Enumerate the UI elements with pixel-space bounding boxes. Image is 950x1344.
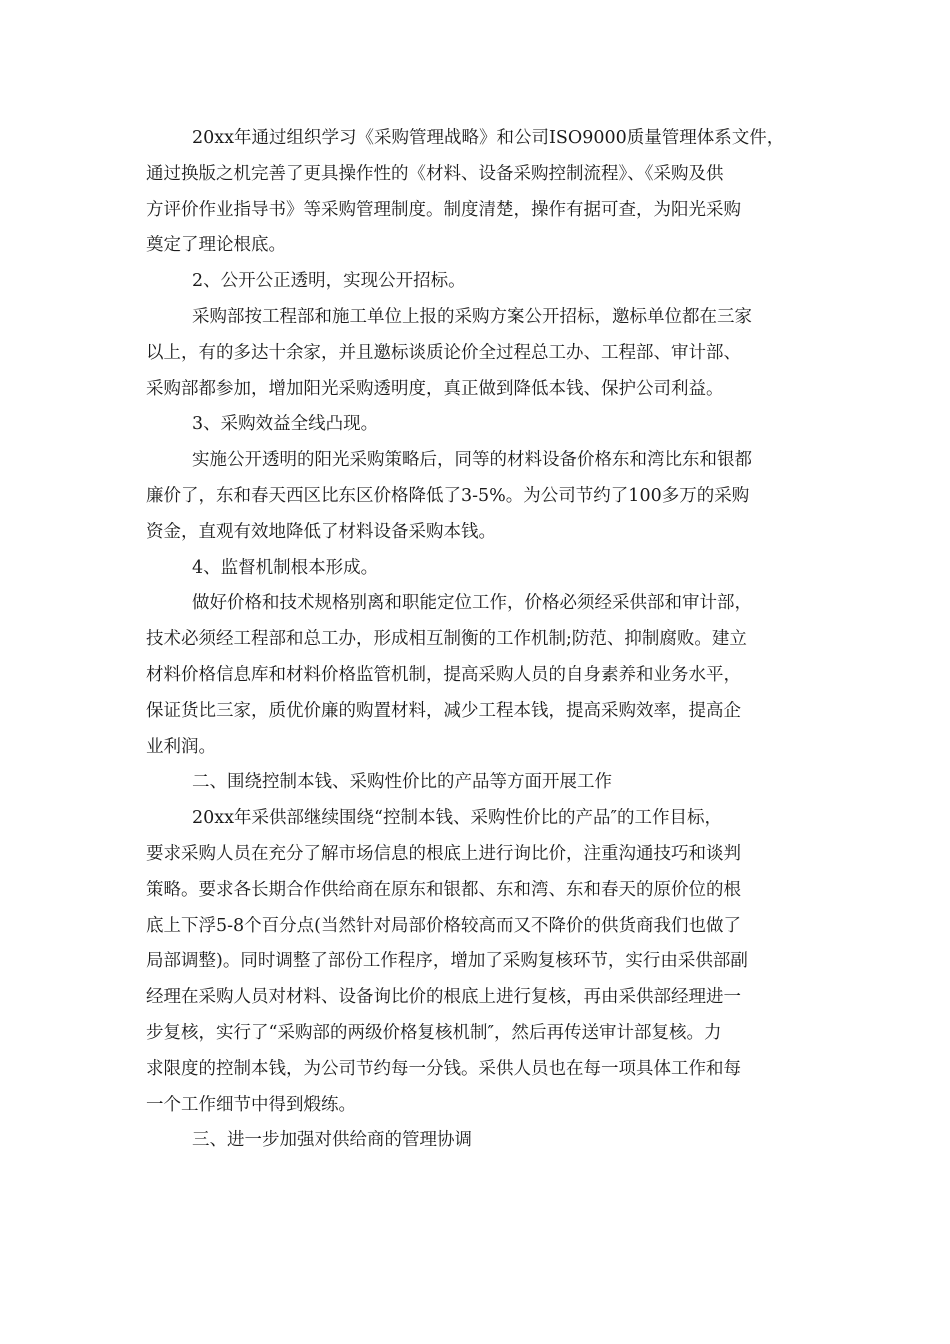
- text-line: 做好价格和技术规格别离和职能定位工作，价格必须经采供部和审计部，: [192, 593, 752, 614]
- text-line: 20xx年采供部继续围绕“控制本钱、采购性价比的产品″的工作目标，: [192, 808, 722, 829]
- text-line: 步复核，实行了“采购部的两级价格复核机制″，然后再传送审计部复核。力: [146, 1022, 722, 1043]
- text-line: 要求采购人员在充分了解市场信息的根底上进行询比价，注重沟通技巧和谈判: [146, 843, 741, 864]
- text-line: 策略。要求各长期合作供给商在原东和银都、东和湾、东和春天的原价位的根: [146, 879, 741, 900]
- text-line: 技术必须经工程部和总工办，形成相互制衡的工作机制;防范、抑制腐败。建立: [146, 629, 747, 650]
- section-heading: 二、围绕控制本钱、采购性价比的产品等方面开展工作: [192, 772, 612, 793]
- section-heading: 4、监督机制根本形成。: [192, 557, 379, 578]
- section-heading: 2、公开公正透明，实现公开招标。: [192, 271, 466, 292]
- text-line: 经理在采购人员对材料、设备询比价的根底上进行复核，再由采供部经理进一: [146, 987, 741, 1008]
- text-line: 廉价了，东和春天西区比东区价格降低了3-5%。为公司节约了100多万的采购: [146, 485, 750, 506]
- text-line: 采购部按工程部和施工单位上报的采购方案公开招标，邀标单位都在三家: [192, 306, 752, 327]
- document-body: [146, 121, 806, 1159]
- section-heading: 三、进一步加强对供给商的管理协调: [192, 1130, 472, 1151]
- text-line: 一个工作细节中得到煅练。: [146, 1094, 356, 1115]
- text-line: 业利润。: [146, 736, 216, 757]
- text-line: 材料价格信息库和材料价格监管机制，提高采购人员的自身素养和业务水平，: [146, 664, 741, 685]
- section-heading: 3、采购效益全线凸现。: [192, 414, 379, 435]
- text-line: 资金，直观有效地降低了材料设备采购本钱。: [146, 521, 496, 542]
- text-line: 实施公开透明的阳光采购策略后，同等的材料设备价格东和湾比东和银都: [192, 450, 752, 471]
- text-line: 通过换版之机完善了更具操作性的《材料、设备采购控制流程》、《采购及供: [146, 163, 724, 184]
- text-line: 求限度的控制本钱，为公司节约每一分钱。采供人员也在每一项具体工作和每: [146, 1058, 741, 1079]
- text-line: 保证货比三家，质优价廉的购置材料，减少工程本钱，提高采购效率，提高企: [146, 700, 741, 721]
- text-line: 局部调整)。同时调整了部份工作程序，增加了采购复核环节，实行由采供部副: [146, 951, 748, 972]
- text-line: 底上下浮5-8个百分点(当然针对局部价格较高而又不降价的供货商我们也做了: [146, 915, 742, 936]
- text-line: 以上，有的多达十余家，并且邀标谈质论价全过程总工办、工程部、审计部、: [146, 342, 741, 363]
- text-line: 20xx年通过组织学习《采购管理战略》和公司ISO9000质量管理体系文件，: [192, 128, 785, 148]
- text-line: 奠定了理论根底。: [146, 235, 286, 256]
- text-line: 方评价作业指导书》等采购管理制度。制度清楚，操作有据可查，为阳光采购: [146, 199, 741, 220]
- text-line: 采购部都参加，增加阳光采购透明度，真正做到降低本钱、保护公司利益。: [146, 378, 724, 399]
